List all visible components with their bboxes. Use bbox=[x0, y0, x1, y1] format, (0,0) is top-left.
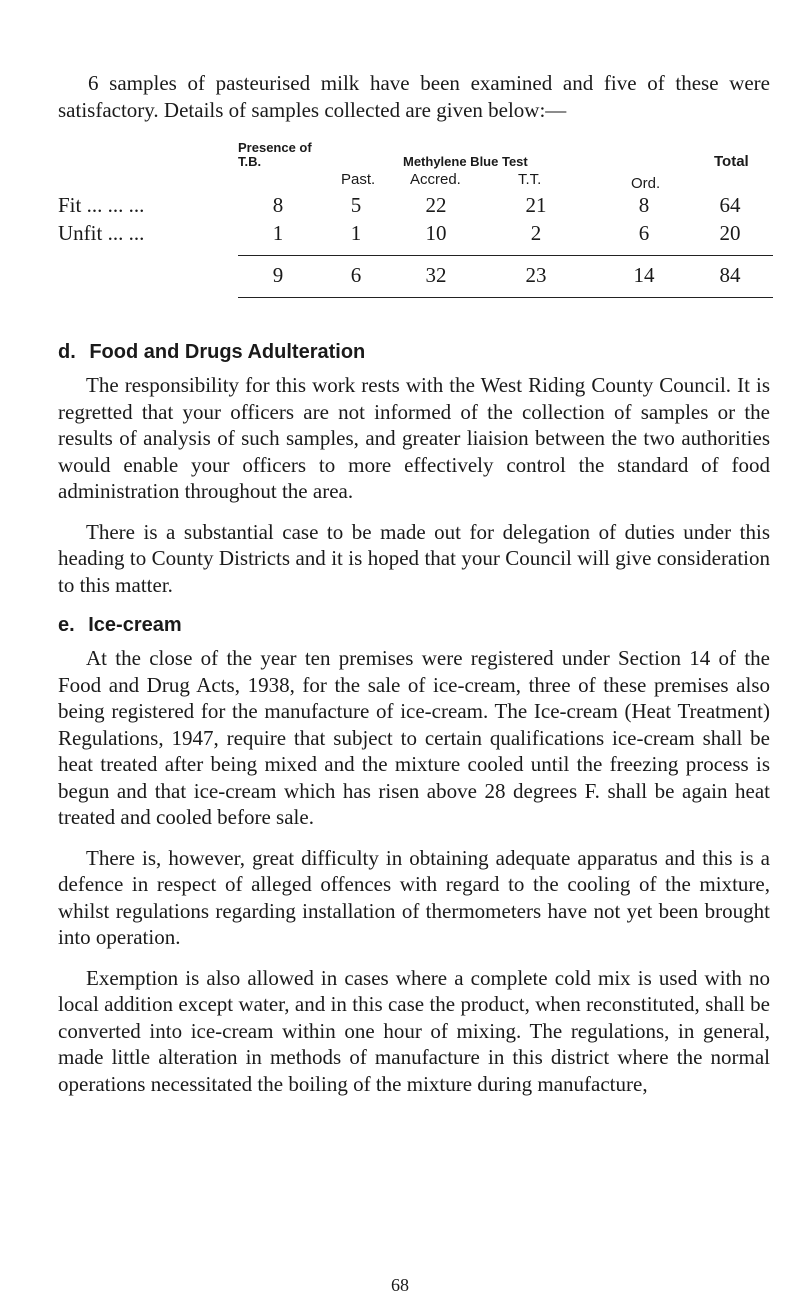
document-page bbox=[58, 70, 770, 1097]
row-label-fit: Fit ... ... ... bbox=[58, 193, 145, 217]
cell-fit-past: 5 bbox=[350, 193, 362, 217]
cell-fit-tb: 8 bbox=[272, 193, 284, 217]
cell-total-tt: 23 bbox=[525, 263, 547, 287]
cell-grand-total: 84 bbox=[719, 263, 741, 287]
section-e-paragraph-2: There is, however, great difficulty in obtaining adequate apparatus and this is a defence in respect of alleged offences with regard to the cooling of the mixture, whilst regulations regarding installation of thermometers have not yet been brought into operation. bbox=[58, 845, 770, 949]
cell-total-ord: 14 bbox=[633, 263, 655, 287]
section-e-paragraph-3: Exemption is also allowed in cases where a complete cold mix is used with no local addition except water, and in this case the product, when reconstituted, shall be converted into ice-cream within one hour of mixing. The regulations, in general, made little alteration in methods of manufacture in this district where the normal operations necessitated the boiling of the mixture during manufacture, bbox=[58, 965, 770, 1096]
cell-unfit-tb: 1 bbox=[272, 221, 284, 245]
header-methylene-blue: Methylene Blue Test bbox=[403, 154, 528, 169]
cell-unfit-tt: 2 bbox=[530, 221, 542, 245]
header-tb: Presence of T.B. bbox=[238, 140, 312, 169]
subheader-tt: T.T. bbox=[518, 171, 542, 188]
cell-fit-total: 64 bbox=[719, 193, 741, 217]
cell-fit-ord: 8 bbox=[638, 193, 650, 217]
intro-paragraph: 6 samples of pasteurised milk have been examined and five of these were satisfactory. Details of samples collected are given below:— bbox=[58, 71, 770, 122]
cell-unfit-total: 20 bbox=[719, 221, 741, 245]
row-label-unfit: Unfit ... ... bbox=[58, 221, 145, 245]
samples-table bbox=[58, 129, 770, 329]
subheader-ord: Ord. bbox=[631, 175, 661, 192]
header-total: Total bbox=[714, 153, 749, 170]
cell-unfit-past: 1 bbox=[350, 221, 362, 245]
section-d-letter: d. bbox=[58, 341, 76, 363]
table-rule-bottom bbox=[238, 297, 773, 298]
section-e-letter: e. bbox=[58, 614, 75, 636]
cell-unfit-accred: 10 bbox=[425, 221, 447, 245]
cell-total-accred: 32 bbox=[425, 263, 447, 287]
section-e-title: Ice-cream bbox=[88, 614, 182, 636]
subheader-past: Past. bbox=[341, 171, 376, 188]
cell-unfit-ord: 6 bbox=[638, 221, 650, 245]
section-d-paragraph-1: The responsibility for this work rests with the West Riding County Council. It is regretted that your officers are not informed of the collection of samples or the results of analysis of such samples, and greater liaision between the two authorities would enable your officers to more effectively control the standard of food administration throughout the area. bbox=[58, 373, 770, 503]
table-rule-top bbox=[238, 255, 773, 256]
cell-total-tb: 9 bbox=[272, 263, 284, 287]
section-e-heading bbox=[58, 614, 770, 637]
section-d-title: Food and Drugs Adulteration bbox=[89, 341, 366, 363]
cell-fit-tt: 21 bbox=[525, 193, 547, 217]
subheader-accred: Accred. bbox=[410, 171, 461, 188]
section-d-paragraph-2: There is a substantial case to be made out for delegation of duties under this heading to County Districts and it is hoped that your Council will give consideration to this matter. bbox=[58, 519, 770, 597]
section-d-heading bbox=[58, 341, 770, 364]
cell-fit-accred: 22 bbox=[425, 193, 447, 217]
page-number: 68 bbox=[391, 1275, 409, 1295]
cell-total-past: 6 bbox=[350, 263, 362, 287]
section-e-paragraph-1: At the close of the year ten premises were registered under Section 14 of the Food and Drug Acts, 1938, for the sale of ice-cream, three of these premises also being registered for the manufacture of ice-cream. The Ice-cream (Heat Treatment) Regulations, 1947, require that subject to certain qualifications ice-cream shall be heat treated after being mixed and the mixture cooled until the freezing process is begun and that ice-cream which has risen above 28 degrees F. shall be again heat treated and cooled before sale. bbox=[58, 646, 770, 829]
